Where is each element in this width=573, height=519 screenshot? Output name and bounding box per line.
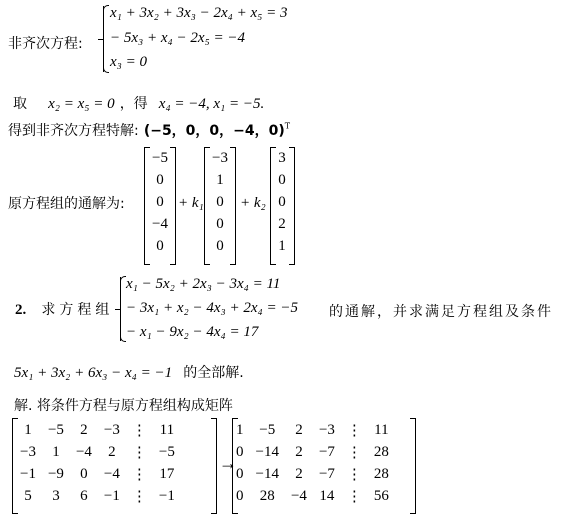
matrix-row xyxy=(230,419,395,441)
matrix-row xyxy=(230,485,395,507)
problem2-equation-1: x₁ − 5x₂ + 2x₃ − 3x₄ = 11 xyxy=(126,276,281,292)
particular-label: 得到非齐次方程特解: xyxy=(8,123,139,139)
matrix-a xyxy=(14,419,181,507)
matrix-cell: 0 xyxy=(236,487,244,504)
take-result: x₄ = −4, x₁ = −5. xyxy=(158,96,265,112)
problem-number: 2. xyxy=(15,302,27,318)
matrix-b-right-bracket xyxy=(410,418,416,514)
arrow-icon: → xyxy=(219,453,237,473)
vector-entry: −3 xyxy=(212,150,228,166)
matrix-cell: 6 xyxy=(80,487,88,504)
matrix-separator: ⋮ xyxy=(346,422,362,439)
matrix-separator: ⋮ xyxy=(131,444,147,461)
matrix-separator: ⋮ xyxy=(131,466,147,483)
matrix-cell: 0 xyxy=(80,465,88,482)
matrix-cell: 28 xyxy=(373,443,389,460)
matrix-cell: −4 xyxy=(75,443,92,460)
problem-lead-text: 求方程组 xyxy=(41,302,114,318)
matrix-cell: −5 xyxy=(47,421,64,438)
matrix-cell: 28 xyxy=(259,487,275,504)
vector-entry: 0 xyxy=(216,216,224,232)
matrix-cell: −1 xyxy=(158,487,175,504)
equation-3: x₃ = 0 xyxy=(110,54,147,70)
equation-2: − 5x₃ + x₄ − 2x₅ = −4 xyxy=(110,30,245,46)
matrix-cell: −3 xyxy=(20,443,36,460)
vector-entry: 0 xyxy=(216,194,224,210)
matrix-separator: ⋮ xyxy=(346,488,362,505)
matrix-b xyxy=(230,419,395,507)
matrix-cell: −5 xyxy=(259,421,276,438)
matrix-row xyxy=(14,463,181,485)
particular-line xyxy=(8,120,290,140)
problem2-equation-3: − x₁ − 9x₂ − 4x₄ = 17 xyxy=(126,324,259,340)
vector-entry: −4 xyxy=(152,216,168,232)
matrix-cell: −3 xyxy=(318,421,335,438)
matrix-separator: ⋮ xyxy=(131,488,147,505)
matrix-cell: −14 xyxy=(255,443,279,460)
matrix-cell: −4 xyxy=(103,465,120,482)
matrix-a-right-bracket xyxy=(211,418,217,514)
matrix-cell: 2 xyxy=(295,421,303,438)
system-label: 非齐次方程: xyxy=(8,36,83,52)
matrix-separator: ⋮ xyxy=(131,422,147,439)
condition-tail: 的全部解. xyxy=(183,365,244,381)
matrix-row xyxy=(230,463,395,485)
coefficient-k2: + k₂ xyxy=(240,195,266,211)
matrix-cell: 2 xyxy=(80,421,88,438)
matrix-cell: 1 xyxy=(236,421,244,438)
vector-entry: 1 xyxy=(278,238,286,254)
take-assign: x₂ = x₅ = 0 xyxy=(48,96,115,112)
vector-entry: 0 xyxy=(216,238,224,254)
matrix-cell: 28 xyxy=(373,465,389,482)
matrix-cell: 0 xyxy=(236,443,244,460)
matrix-cell: 11 xyxy=(159,421,175,438)
solution-label: 解. 将条件方程与原方程组构成矩阵 xyxy=(14,398,233,414)
matrix-cell: 3 xyxy=(52,487,60,504)
matrix-cell: 11 xyxy=(374,421,389,438)
matrix-cell: 1 xyxy=(24,421,32,438)
vector-1 xyxy=(208,147,232,257)
matrix-cell: −7 xyxy=(318,443,335,460)
matrix-cell: 0 xyxy=(236,465,244,482)
matrix-cell: 2 xyxy=(295,443,303,460)
vector-entry: 2 xyxy=(278,216,286,232)
take-prefix: 取 xyxy=(13,96,27,112)
vector-entry: 0 xyxy=(156,238,164,254)
matrix-cell: −3 xyxy=(103,421,120,438)
matrix-cell: 5 xyxy=(24,487,32,504)
matrix-separator: ⋮ xyxy=(346,444,362,461)
vector-0 xyxy=(148,147,172,257)
matrix-cell: 56 xyxy=(373,487,389,504)
problem2-brace xyxy=(120,277,121,341)
equation-1: x₁ + 3x₂ + 3x₃ − 2x₄ + x₅ = 3 xyxy=(110,5,288,21)
vector0-right-bracket xyxy=(170,147,176,265)
matrix-row xyxy=(14,419,181,441)
condition-equation: 5x₁ + 3x₂ + 6x₃ − x₄ = −1 xyxy=(14,365,173,381)
problem2-equation-2: − 3x₁ + x₂ − 4x₃ + 2x₄ = −5 xyxy=(126,300,298,316)
condition-line xyxy=(14,362,244,382)
vector-entry: 3 xyxy=(278,150,286,166)
matrix-row xyxy=(230,441,395,463)
matrix-cell: 14 xyxy=(319,487,335,504)
vector-entry: 0 xyxy=(156,194,164,210)
matrix-cell: 2 xyxy=(295,465,303,482)
particular-vector: (−5，0，0，−4，0) xyxy=(143,123,285,139)
vector-entry: 0 xyxy=(278,172,286,188)
matrix-cell: −1 xyxy=(20,465,36,482)
matrix-cell: −9 xyxy=(47,465,64,482)
general-label: 原方程组的通解为: xyxy=(8,196,125,212)
vector-entry: 0 xyxy=(156,172,164,188)
system-brace xyxy=(103,6,104,72)
matrix-cell: −4 xyxy=(290,487,307,504)
problem2-tail: 的通解，并求满足方程组及条件 xyxy=(329,304,553,320)
transpose-mark: T xyxy=(284,121,291,131)
matrix-separator: ⋮ xyxy=(346,466,362,483)
matrix-cell: 1 xyxy=(52,443,60,460)
vector2-right-bracket xyxy=(289,147,295,265)
take-line xyxy=(13,93,264,113)
vector-entry: 0 xyxy=(278,194,286,210)
matrix-cell: 17 xyxy=(159,465,175,482)
vector-entry: 1 xyxy=(216,172,224,188)
matrix-row xyxy=(14,441,181,463)
vector1-right-bracket xyxy=(230,147,236,265)
problem2-lead xyxy=(15,299,113,319)
vector-entry: −5 xyxy=(152,150,168,166)
matrix-cell: −5 xyxy=(158,443,175,460)
take-middle: ，得 xyxy=(119,96,148,112)
matrix-cell: 2 xyxy=(108,443,116,460)
matrix-cell: −14 xyxy=(255,465,279,482)
coefficient-k1: + k₁ xyxy=(178,195,204,211)
matrix-cell: −1 xyxy=(103,487,120,504)
matrix-cell: −7 xyxy=(318,465,335,482)
matrix-row xyxy=(14,485,181,507)
